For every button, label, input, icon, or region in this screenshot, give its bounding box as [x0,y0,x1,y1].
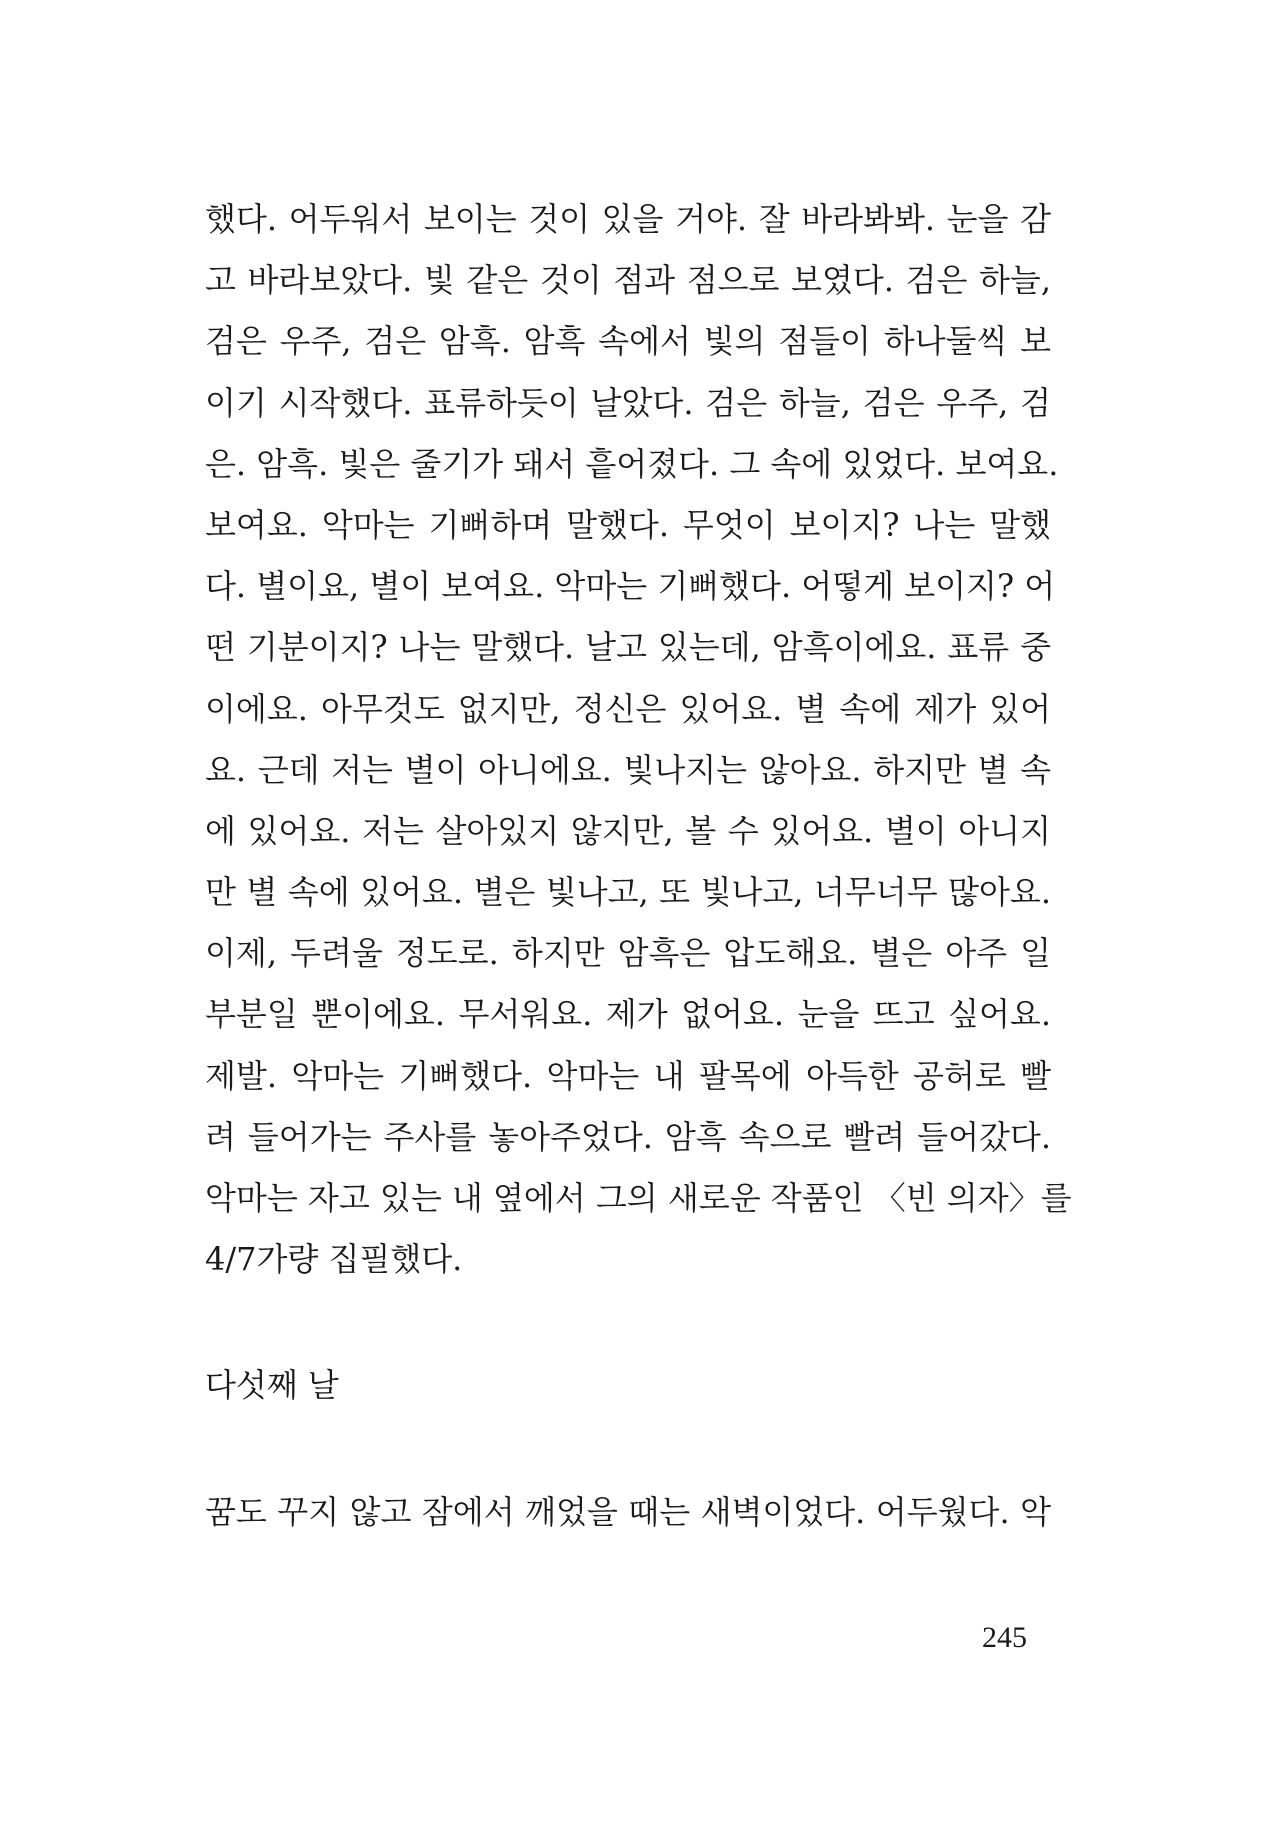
text-line: 은. 암흑. 빛은 줄기가 돼서 흩어졌다. 그 속에 있었다. 보여요. [205,444,1059,483]
text-line: 이제, 두려울 정도로. 하지만 암흑은 압도해요. 별은 아주 일 [205,934,1051,973]
text-line: 했다. 어두워서 보이는 것이 있을 거야. 잘 바라봐봐. 눈을 감 [205,200,1051,238]
text-line: 에 있어요. 저는 살아있지 않지만, 볼 수 있어요. 별이 아니지 [205,811,1051,850]
text-line: 부분일 뿐이에요. 무서워요. 제가 없어요. 눈을 뜨고 싶어요. [205,995,1051,1034]
text-line: 요. 근데 저는 별이 아니에요. 빛나지는 않아요. 하지만 별 속 [205,750,1051,789]
text-line: 제발. 악마는 기뻐했다. 악마는 내 팔목에 아득한 공허로 빨 [205,1056,1051,1095]
text-line: 검은 우주, 검은 암흑. 암흑 속에서 빛의 점들이 하나둘씩 보 [205,322,1051,361]
text-line: 이기 시작했다. 표류하듯이 날았다. 검은 하늘, 검은 우주, 검 [205,383,1051,422]
text-line: 이에요. 아무것도 없지만, 정신은 있어요. 별 속에 제가 있어 [205,689,1051,728]
text-line: 고 바라보았다. 빛 같은 것이 점과 점으로 보였다. 검은 하늘, [205,261,1051,300]
body-paragraph [205,189,1072,1290]
text-line: 보여요. 악마는 기뻐하며 말했다. 무엇이 보이지? 나는 말했 [205,505,1051,544]
text-line: 려 들어가는 주사를 놓아주었다. 암흑 속으로 빨려 들어갔다. [205,1117,1051,1156]
page-number: 245 [982,1621,1027,1654]
text-line: 만 별 속에 있어요. 별은 빛나고, 또 빛나고, 너무너무 많아요. [205,873,1051,912]
text-line: 4/7가량 집필했다. [205,1240,463,1279]
section-heading: 다섯째 날 [205,1366,339,1404]
text-line: 다. 별이요, 별이 보여요. 악마는 기뻐했다. 어떻게 보이지? 어 [205,567,1056,606]
text-line: 악마는 자고 있는 내 옆에서 그의 새로운 작품인 〈빈 의자〉를 [205,1179,1072,1217]
next-paragraph [205,1482,1051,1543]
text-line: 떤 기분이지? 나는 말했다. 날고 있는데, 암흑이에요. 표류 중 [205,628,1051,667]
text-line: 꿈도 꾸지 않고 잠에서 깨었을 때는 새벽이었다. 어두웠다. 악 [205,1493,1051,1531]
